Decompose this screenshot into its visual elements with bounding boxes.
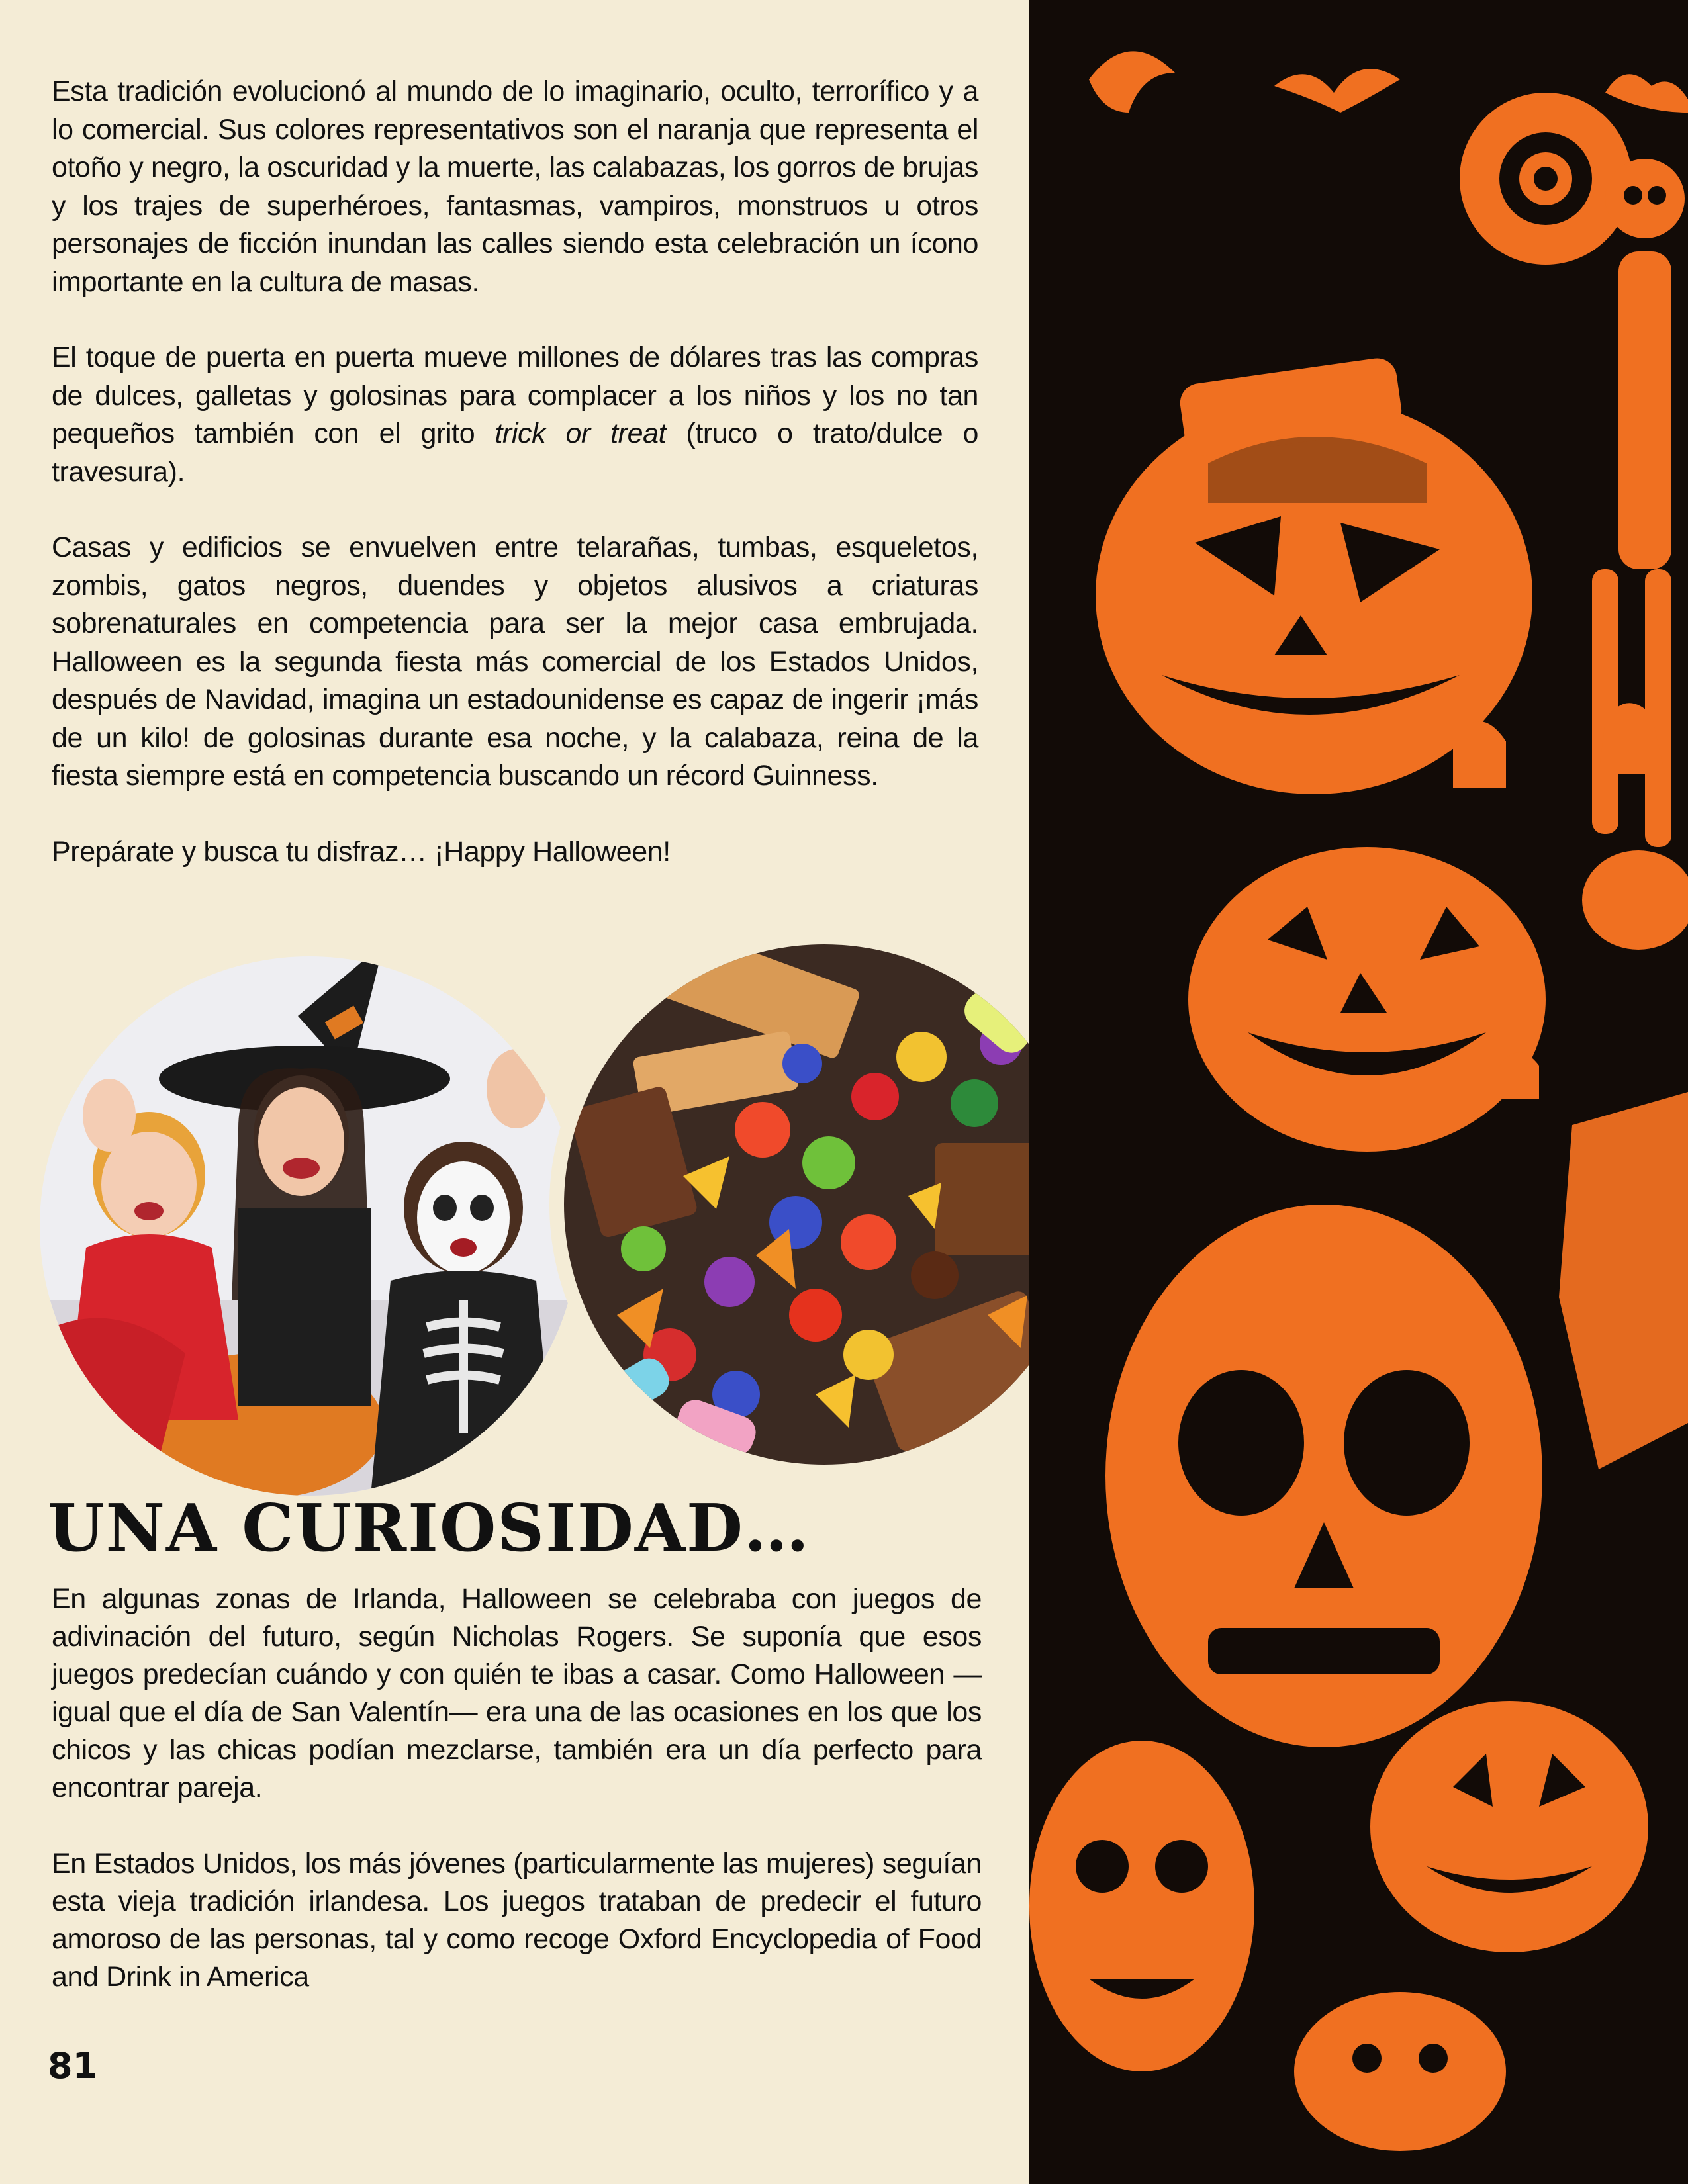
bat-icon [1605,74,1688,113]
trick-or-treat-italic: trick or treat [494,418,667,449]
curiosity-heading: UNA CURIOSIDAD… [48,1490,810,1567]
candy-wrapper-icon [1274,69,1400,113]
halloween-illustration [1029,0,1688,2184]
curiosity-body [52,1580,982,2034]
black-cat-icon [1559,1092,1688,1469]
skeleton-skull-icon [1605,159,1685,238]
candy-photo [549,930,1099,1479]
curiosity-paragraph-ireland: En algunas zonas de Irlanda, Halloween se celebraba con juegos de adivinación del futuro, según Nicholas Rogers. Se suponía que esos juegos predecían cuándo y con quién te ibas a casar. Como Halloween —igual que el día de San Valentín— era una de las ocasiones en los que los chicos y las chicas podían mezclarse, también era un día perfecto para encontrar pareja. [52,1583,982,1803]
zombie-face-icon [1029,1741,1254,2071]
small-pumpkin-icon [1582,850,1688,950]
photo-group [40,930,1086,1492]
skeleton-body-icon [1618,251,1671,569]
bat-face-icon [1294,1992,1506,2151]
halloween-art-panel [1029,0,1688,2184]
moon-face-icon [1089,51,1175,113]
paragraph-happy-halloween: Prepárate y busca tu disfraz… ¡Happy Halloween! [52,835,671,868]
paragraph-trick-part1: El toque de puerta en puerta mueve millones de dólares tras las compras de dulces, galletas y golosinas para complacer a los niños y los no tan pequeños también con el grito [52,341,978,449]
paragraph-houses: Casas y edificios se envuelven entre telarañas, tumbas, esqueletos, zombis, gatos negros, duendes y objetos alusivos a criaturas sobrenaturales en competencia para ser la mejor casa embrujada. Halloween es la segunda fiesta más comercial de los Estados Unidos, después de Navidad, imagina un estadounidense es capaz de ingerir ¡más de un kilo! de golosinas durante esa noche, y la calabaza, reina de la fiesta siempre está en competencia buscando un récord Guinness. [52,531,978,792]
page-number: 81 [48,2045,98,2087]
article-body [52,73,978,909]
paragraph-tradition: Esta tradición evolucionó al mundo de lo imaginario, oculto, terrorífico y a lo comercial. Sus colores representativos son el naranja que representa el otoño y negro, la oscuridad y la muerte, las calabazas, los gorros de brujas y los trajes de superhéroes, fantasmas, vampiros, monstruos u otros personajes de ficción inundan las calles siendo esta celebración un ícono importante en la cultura de masas. [52,75,978,298]
ghost-icon [1453,721,1506,788]
candy-pile-illustration [564,944,1084,1465]
family-costume-photo [40,956,579,1496]
paragraph-trick-or-treat [52,339,978,491]
curiosity-paragraph-usa: En Estados Unidos, los más jóvenes (particularmente las mujeres) seguían esta vieja tradición irlandesa. Los juegos trataban de predecir el futuro amoroso de las personas, tal y como recoge Oxford Encyclopedia of Food and Drink in America [52,1848,982,1993]
bottom-pumpkin-icon [1370,1701,1648,1952]
paragraph-trick-part2: (truco o trato/dulce o travesura). [52,418,979,488]
